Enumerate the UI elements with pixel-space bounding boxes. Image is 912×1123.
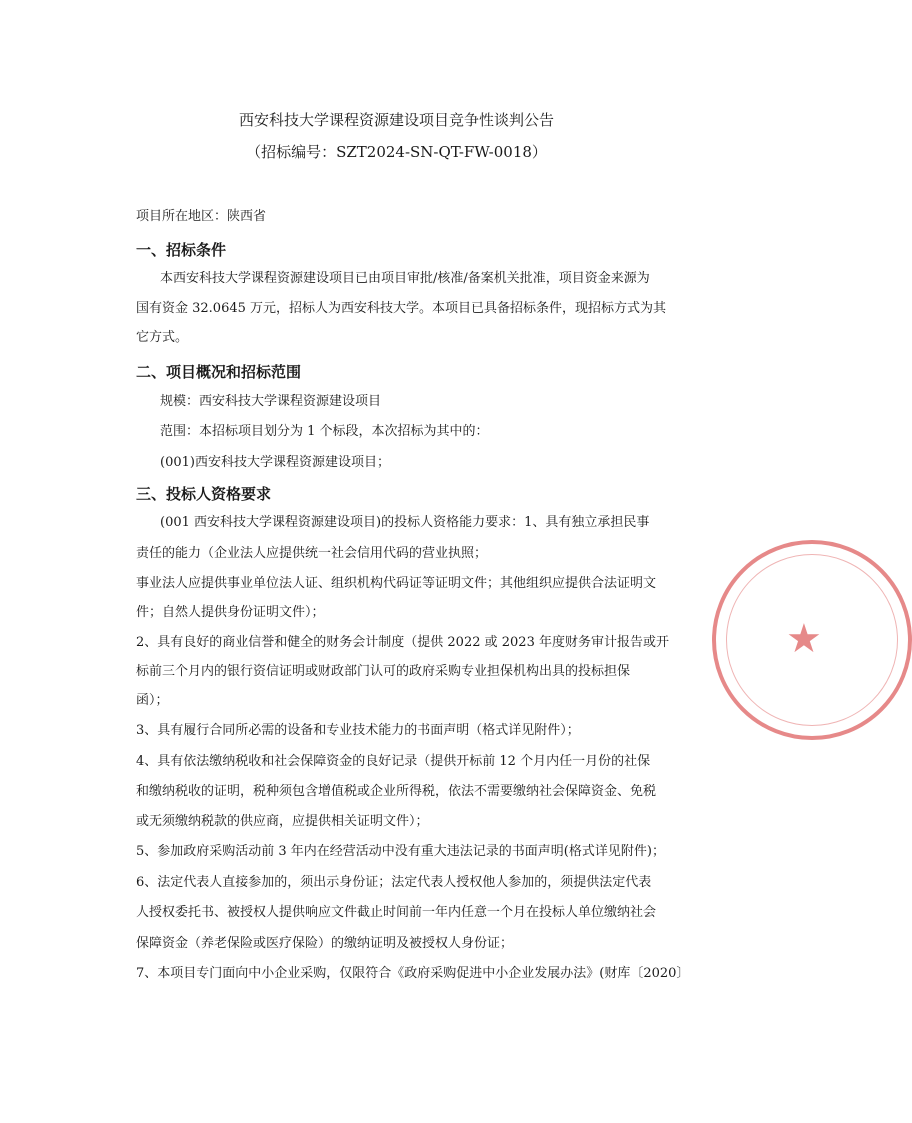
section-1-line-1: 本西安科技大学课程资源建设项目已由项目审批/核准/备案机关批准，项目资金来源为 [160,271,650,286]
section-3-line-12: 5、参加政府采购活动前 3 年内在经营活动中没有重大违法记录的书面声明(格式详见附件)； [136,844,665,859]
section-3-line-9: 4、具有依法缴纳税收和社会保障资金的良好记录（提供开标前 12 个月内任一月份的社保 [136,754,651,769]
section-2-heading: 二、项目概况和招标范围 [136,363,302,381]
section-3-line-5: 2、具有良好的商业信誉和健全的财务会计制度（提供 2022 或 2023 年度财务审计报告或开 [136,635,669,650]
section-3-line-10: 和缴纳税收的证明，税种须包含增值税或企业所得税，依法不需要缴纳社会保障资金、免税 [136,784,657,799]
section-3-line-11: 或无须缴纳税款的供应商，应提供相关证明文件）； [136,814,429,829]
seal-star-icon: ★ [786,616,822,662]
section-1-line-3: 它方式。 [136,330,189,345]
section-2-line-3: (001)西安科技大学课程资源建设项目； [160,455,390,470]
section-3-line-8: 3、具有履行合同所必需的设备和专业技术能力的书面声明（格式详见附件）； [136,723,580,738]
section-3-line-16: 7、本项目专门面向中小企业采购，仅限符合《政府采购促进中小企业发展办法》(财库〔2020〕 [136,966,690,981]
section-3-line-2: 责任的能力（企业法人应提供统一社会信用代码的营业执照； [136,546,488,561]
region-line: 项目所在地区：陕西省 [136,209,267,224]
section-2-line-2: 范围：本招标项目划分为 1 个标段，本次招标为其中的： [160,424,489,439]
section-3-line-15: 保障资金（养老保险或医疗保险）的缴纳证明及被授权人身份证； [136,936,514,951]
section-3-line-3: 事业法人应提供事业单位法人证、组织机构代码证等证明文件；其他组织应提供合法证明文 [136,576,657,591]
section-3-line-13: 6、法定代表人直接参加的，须出示身份证；法定代表人授权他人参加的，须提供法定代表 [136,875,652,890]
official-seal [712,540,912,740]
section-3-line-1: (001 西安科技大学课程资源建设项目)的投标人资格能力要求：1、具有独立承担民事 [160,515,650,530]
section-3-line-4: 件；自然人提供身份证明文件）； [136,605,325,620]
section-1-heading: 一、招标条件 [136,241,227,259]
section-1-line-2: 国有资金 32.0645 万元，招标人为西安科技大学。本项目已具备招标条件，现招标方式为其 [136,301,667,316]
section-3-line-7: 函）； [136,693,169,708]
section-3-line-14: 人授权委托书、被授权人提供响应文件截止时间前一年内任意一个月在投标人单位缴纳社会 [136,905,657,920]
document-subtitle: （招标编号：SZT2024-SN-QT-FW-0018） [246,143,547,161]
document-title: 西安科技大学课程资源建设项目竞争性谈判公告 [238,111,554,129]
section-3-heading: 三、投标人资格要求 [136,485,272,503]
section-2-line-1: 规模：西安科技大学课程资源建设项目 [160,394,382,409]
section-3-line-6: 标前三个月内的银行资信证明或财政部门认可的政府采购专业担保机构出具的投标担保 [136,664,631,679]
